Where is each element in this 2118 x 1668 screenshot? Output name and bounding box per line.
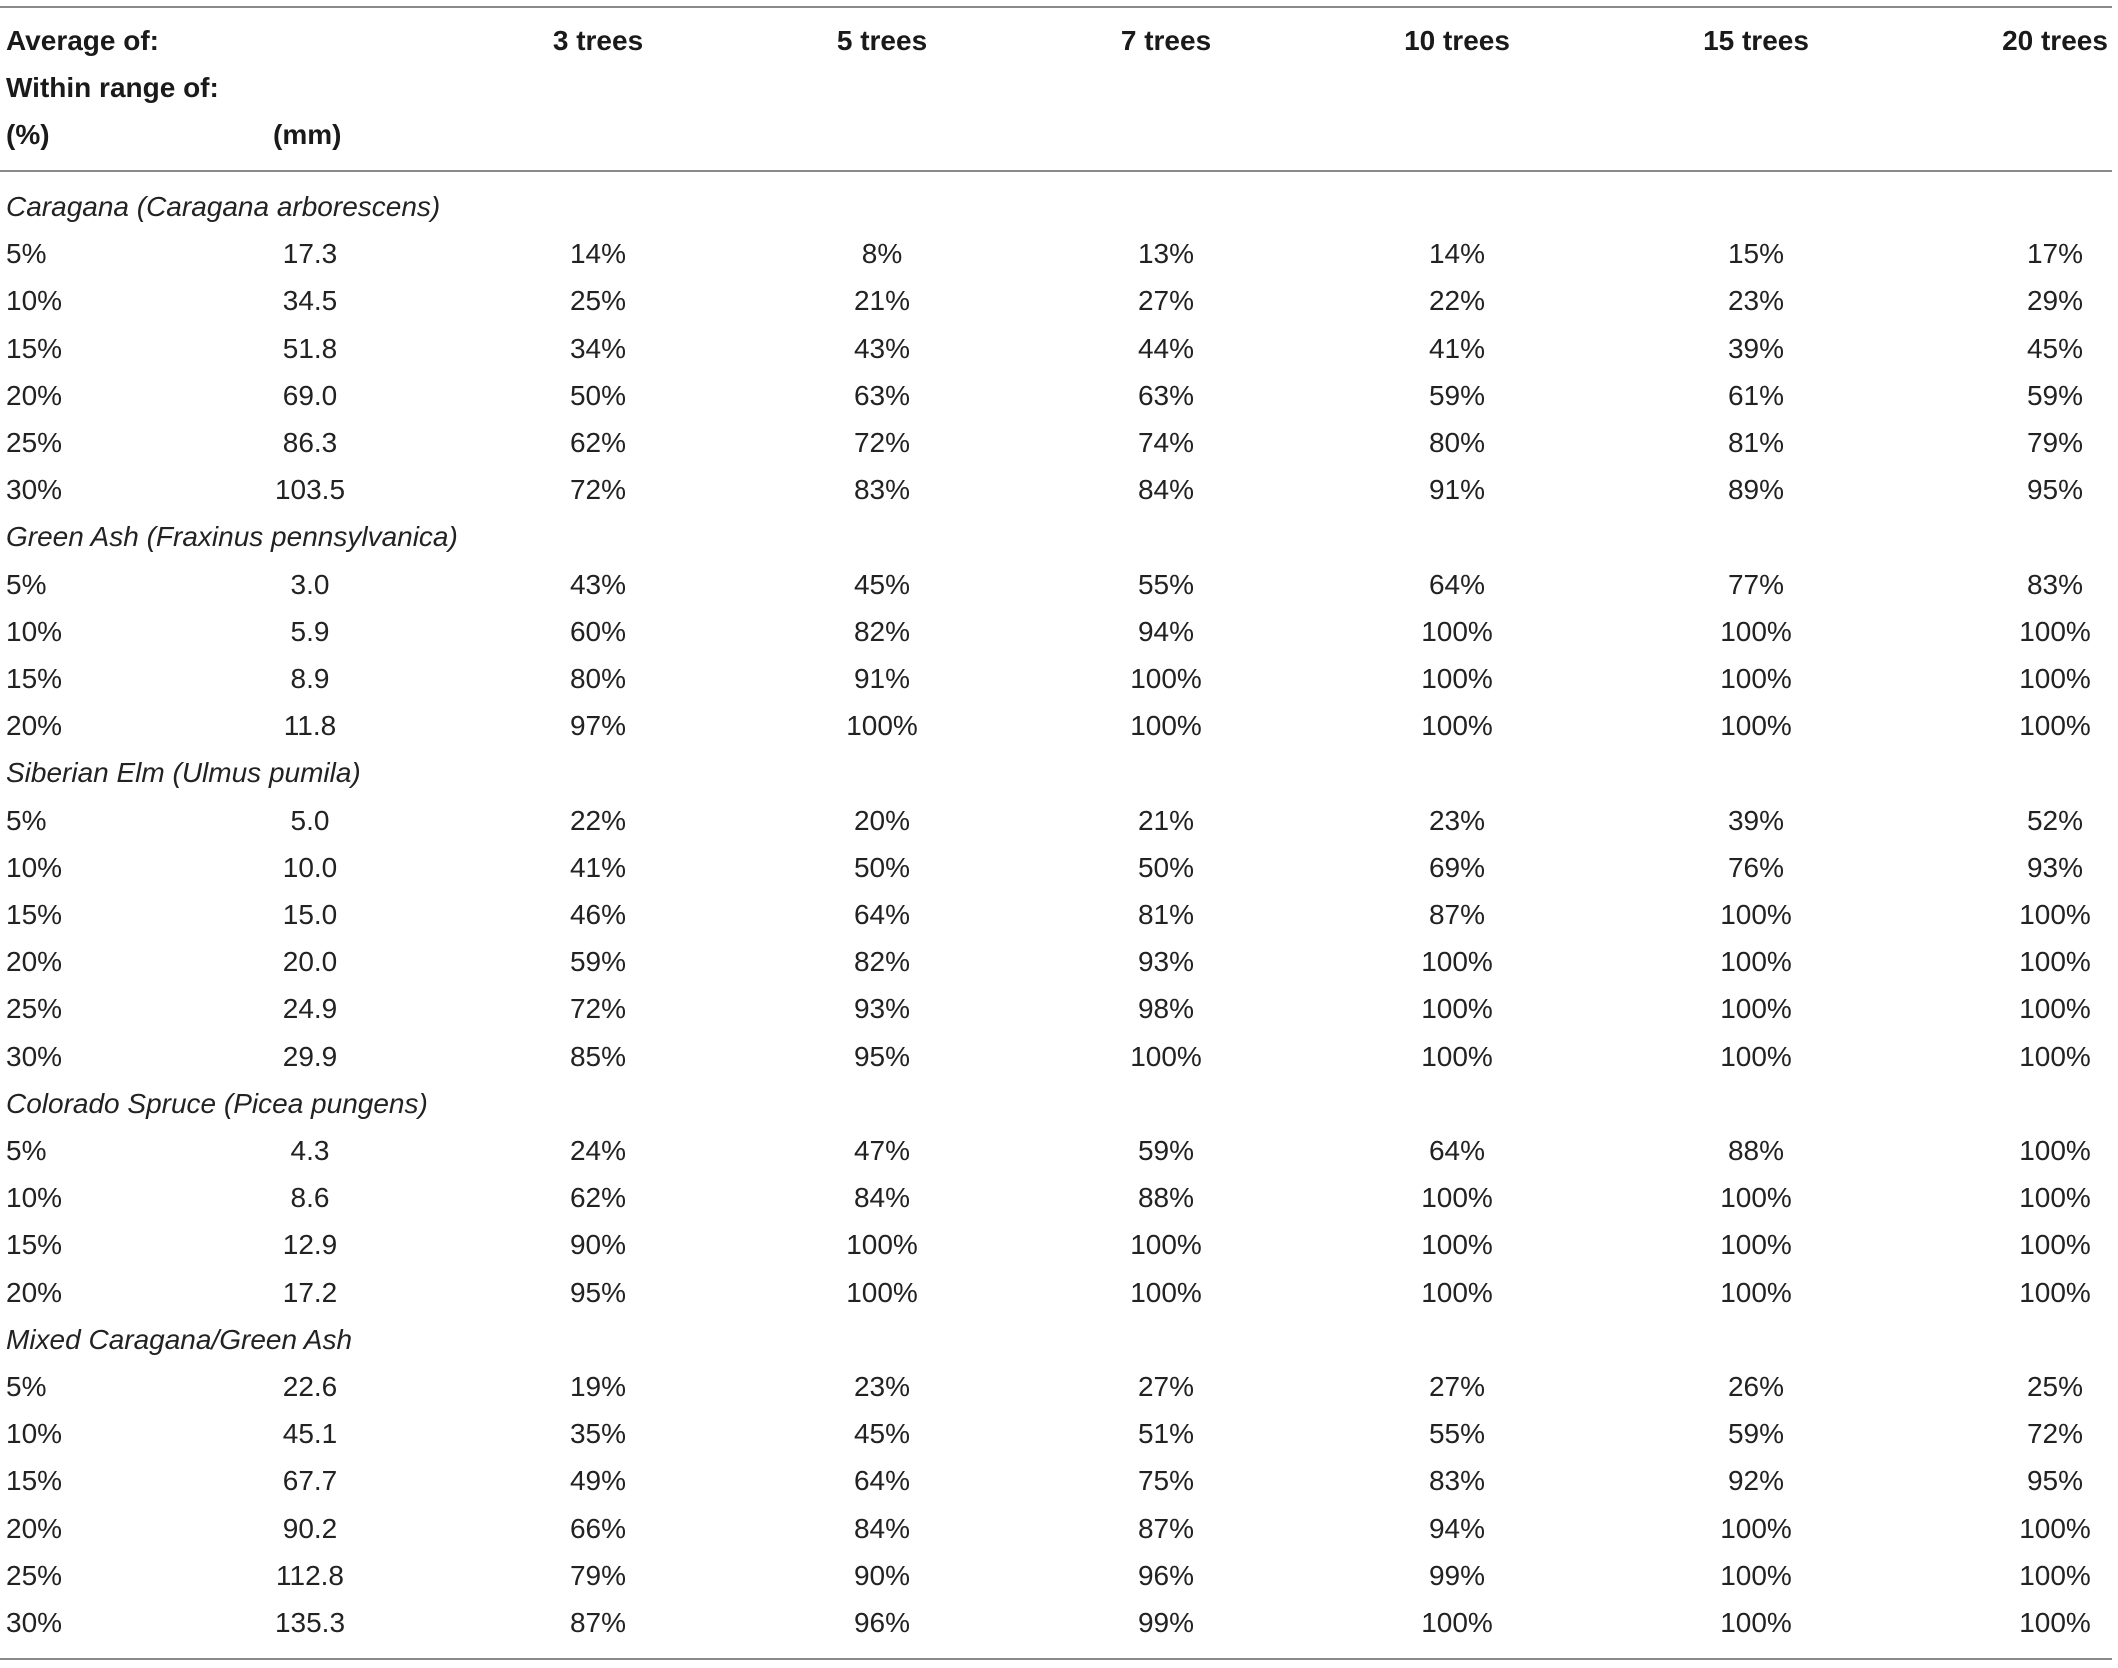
table-row: 20% 69.0 50% 63% 63% 59% 61% 59% — [0, 372, 2112, 419]
range-percent-cell: 20% — [6, 380, 63, 411]
table-row: 20% 17.2 95% 100% 100% 100% 100% 100% — [0, 1269, 2112, 1316]
range-percent-cell: 5% — [6, 238, 47, 269]
table-row: 5% 4.3 24% 47% 59% 64% 88% 100% — [0, 1127, 2112, 1174]
table-row: 10% 45.1 35% 45% 51% 55% 59% 72% — [0, 1410, 2112, 1457]
range-percent-cell: 20% — [6, 946, 63, 977]
species-group-label: Green Ash (Fraxinus pennsylvanica) — [6, 521, 458, 552]
header-rule — [0, 170, 2112, 172]
species-group-label: Siberian Elm (Ulmus pumila) — [6, 757, 361, 788]
table-row: 5% 3.0 43% 45% 55% 64% 77% 83% — [0, 561, 2112, 608]
table-row: 20% 20.0 59% 82% 93% 100% 100% 100% — [0, 938, 2112, 985]
range-percent-cell: 15% — [6, 899, 63, 930]
species-group-row — [0, 183, 2112, 230]
table-row: 30% 103.5 72% 83% 84% 91% 89% 95% — [0, 466, 2112, 513]
species-group-label: Caragana (Caragana arborescens) — [6, 191, 441, 222]
species-group-row — [0, 513, 2112, 560]
table-row: 20% 11.8 97% 100% 100% 100% 100% 100% — [0, 702, 2112, 749]
range-percent-cell: 25% — [6, 427, 63, 458]
range-percent-cell: 30% — [6, 1041, 63, 1072]
species-group-label: Mixed Caragana/Green Ash — [6, 1324, 353, 1355]
table-row: 5% 17.3 14% 8% 13% 14% 15% 17% — [0, 230, 2112, 277]
table-row: 30% 29.9 85% 95% 100% 100% 100% 100% — [0, 1033, 2112, 1080]
table-row: 25% 86.3 62% 72% 74% 80% 81% 79% — [0, 419, 2112, 466]
range-percent-cell: 5% — [6, 569, 47, 600]
range-percent-cell: 10% — [6, 1182, 63, 1213]
table-row: 5% 22.6 19% 23% 27% 27% 26% 25% — [0, 1363, 2112, 1410]
species-group-label: Colorado Spruce (Picea pungens) — [6, 1088, 428, 1119]
table-row: 10% 5.9 60% 82% 94% 100% 100% 100% — [0, 608, 2112, 655]
range-percent-cell: 20% — [6, 1277, 63, 1308]
range-percent-cell: 20% — [6, 710, 63, 741]
species-group-row — [0, 1080, 2112, 1127]
table-row: 15% 15.0 46% 64% 81% 87% 100% 100% — [0, 891, 2112, 938]
header-row-within-range — [0, 64, 2112, 111]
table-row: 20% 90.2 66% 84% 87% 94% 100% 100% — [0, 1505, 2112, 1552]
top-rule — [0, 6, 2112, 8]
table-row: 15% 12.9 90% 100% 100% 100% 100% 100% — [0, 1221, 2112, 1268]
species-group-row — [0, 1316, 2112, 1363]
range-percent-cell: 5% — [6, 1135, 47, 1166]
average-of-label: Average of: — [6, 25, 160, 56]
range-percent-cell: 30% — [6, 1607, 63, 1638]
percent-unit-label: (%) — [6, 119, 50, 150]
table-row: 15% 67.7 49% 64% 75% 83% 92% 95% — [0, 1457, 2112, 1504]
range-percent-cell: 5% — [6, 805, 47, 836]
header-row-average: Average of: 3 trees 5 trees 7 trees 10 trees 15 trees 20 trees — [0, 17, 2112, 64]
range-percent-cell: 25% — [6, 993, 63, 1024]
table-row: 10% 10.0 41% 50% 50% 69% 76% 93% — [0, 844, 2112, 891]
mm-unit-label: (mm) — [273, 119, 342, 150]
table-row: 5% 5.0 22% 20% 21% 23% 39% 52% — [0, 797, 2112, 844]
within-range-label: Within range of: — [6, 72, 219, 103]
range-percent-cell: 15% — [6, 1229, 63, 1260]
range-percent-cell: 15% — [6, 333, 63, 364]
range-percent-cell: 15% — [6, 1465, 63, 1496]
range-percent-cell: 25% — [6, 1560, 63, 1591]
table-row: 25% 112.8 79% 90% 96% 99% 100% 100% — [0, 1552, 2112, 1599]
range-percent-cell: 10% — [6, 852, 63, 883]
table-row: 15% 51.8 34% 43% 44% 41% 39% 45% — [0, 325, 2112, 372]
range-percent-cell: 30% — [6, 474, 63, 505]
range-percent-cell: 10% — [6, 616, 63, 647]
table-row: 25% 24.9 72% 93% 98% 100% 100% 100% — [0, 985, 2112, 1032]
table-row: 15% 8.9 80% 91% 100% 100% 100% 100% — [0, 655, 2112, 702]
range-percent-cell: 15% — [6, 663, 63, 694]
range-percent-cell: 10% — [6, 1418, 63, 1449]
bottom-rule — [0, 1658, 2112, 1660]
range-percent-cell: 10% — [6, 285, 63, 316]
table-row: 10% 8.6 62% 84% 88% 100% 100% 100% — [0, 1174, 2112, 1221]
species-group-row — [0, 749, 2112, 796]
table-row: 30% 135.3 87% 96% 99% 100% 100% 100% — [0, 1599, 2112, 1646]
header-row-units — [0, 111, 2112, 158]
range-percent-cell: 20% — [6, 1513, 63, 1544]
range-percent-cell: 5% — [6, 1371, 47, 1402]
table-row: 10% 34.5 25% 21% 27% 22% 23% 29% — [0, 277, 2112, 324]
